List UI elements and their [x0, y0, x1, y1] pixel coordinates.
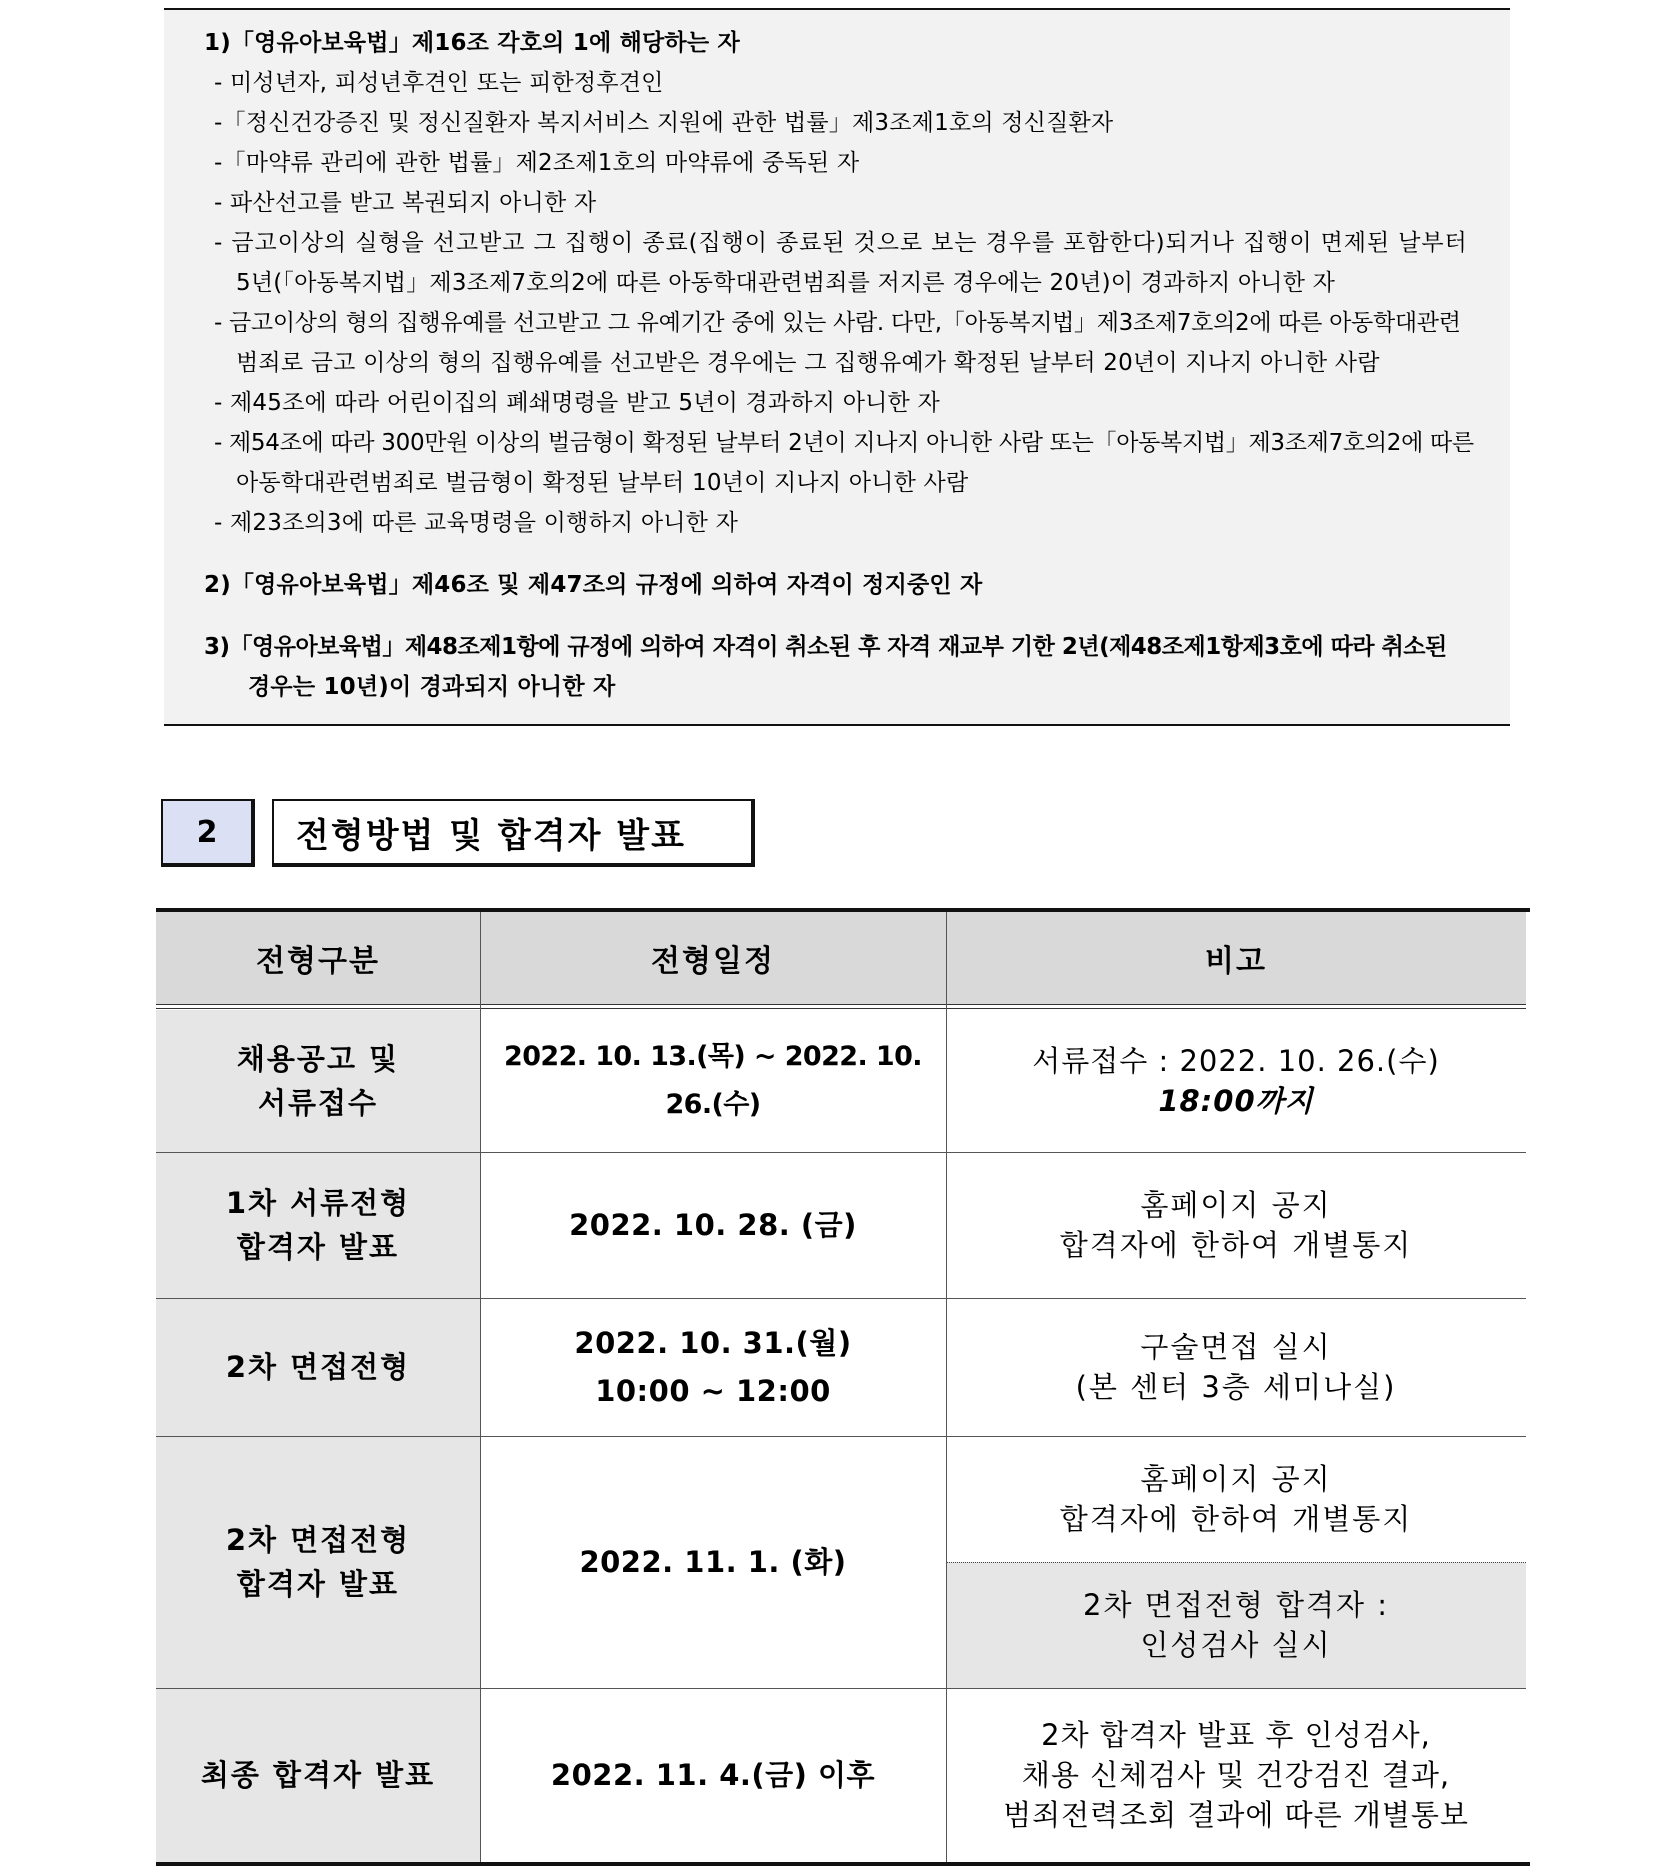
- table-row-2-label: [156, 1152, 480, 1298]
- label-line: 최종 합격자 발표: [200, 1758, 436, 1792]
- date-line: 2022. 10. 13.(목) ~ 2022. 10. 26.(수): [504, 1041, 922, 1120]
- column-divider: [946, 912, 947, 1862]
- table-row-4-label: [156, 1436, 480, 1688]
- note-line: 채용 신체검사 및 건강검진 결과,: [1021, 1758, 1451, 1792]
- table-row-5-note: [946, 1688, 1526, 1862]
- header-category: 전형구분: [156, 912, 480, 1004]
- label-line: 채용공고 및: [236, 1042, 400, 1076]
- disqualification-subitem: -「마약류 관리에 관한 법률」제2조제1호의 마약류에 중독된 자: [214, 150, 860, 176]
- disqualification-subitem: - 제45조에 따라 어린이집의 폐쇄명령을 받고 5년이 경과하지 아니한 자: [214, 390, 940, 416]
- disqualification-subitem-cont: 아동학대관련범죄로 벌금형이 확정된 날부터 10년이 지나지 아니한 사람: [236, 470, 969, 496]
- disqualification-subitem: - 제54조에 따라 300만원 이상의 벌금형이 확정된 날부터 2년이 지나지 아니한 사람 또는「아동복지법」제3조제7호의2에 따른: [214, 430, 1474, 456]
- section-title: 전형방법 및 합격자 발표: [272, 799, 755, 867]
- row-divider: [156, 1688, 1526, 1689]
- disqualification-item-3: 3)「영유아보육법」제48조제1항에 규정에 의하여 자격이 취소된 후 자격 재교부 기한 2년(제48조제1항제3호에 따라 취소된: [204, 634, 1447, 660]
- table-row-4-note: [946, 1436, 1526, 1562]
- note-line: 2차 면접전형 합격자 :: [1083, 1588, 1389, 1622]
- note-line: 홈페이지 공지: [1140, 1188, 1332, 1222]
- disqualification-subitem: - 제23조의3에 따른 교육명령을 이행하지 아니한 자: [214, 510, 739, 536]
- note-deadline: 18:00까지: [1158, 1084, 1314, 1118]
- disqualification-subitem: - 금고이상의 실형을 선고받고 그 집행이 종료(집행이 종료된 것으로 보는 경우를 포함한다)되거나 집행이 면제된 날부터: [214, 230, 1468, 256]
- row-divider-dotted: [946, 1562, 1526, 1563]
- label-line: 2차 면접전형: [225, 1523, 411, 1557]
- date-line: 2022. 10. 28. (금): [569, 1208, 857, 1242]
- note-line: 홈페이지 공지: [1140, 1462, 1332, 1496]
- date-line: 2022. 10. 31.(월): [574, 1326, 852, 1360]
- table-row-4-note-2: [946, 1562, 1526, 1688]
- table-row-1-note: [946, 1010, 1526, 1152]
- note-line: 구술면접 실시: [1140, 1330, 1332, 1364]
- column-divider: [480, 912, 481, 1862]
- disqualification-subitem: -「정신건강증진 및 정신질환자 복지서비스 지원에 관한 법률」제3조제1호의 정신질환자: [214, 110, 1114, 136]
- table-row-2-date: [480, 1152, 946, 1298]
- date-line: 2022. 11. 4.(금) 이후: [550, 1758, 876, 1792]
- disqualification-subitem: - 금고이상의 형의 집행유예를 선고받고 그 유예기간 중에 있는 사람. 다만,「아동복지법」제3조제7호의2에 따른 아동학대관련: [214, 310, 1461, 336]
- date-line: 2022. 11. 1. (화): [579, 1545, 847, 1579]
- row-divider: [156, 1436, 1526, 1437]
- row-divider: [156, 1298, 1526, 1299]
- disqualification-subitem-cont: 범죄로 금고 이상의 형의 집행유예를 선고받은 경우에는 그 집행유예가 확정된 날부터 20년이 지나지 아니한 사람: [236, 350, 1380, 376]
- note-line: 인성검사 실시: [1140, 1628, 1332, 1662]
- note-line: 2차 합격자 발표 후 인성검사,: [1041, 1718, 1431, 1752]
- row-divider: [156, 1152, 1526, 1153]
- table-row-2-note: [946, 1152, 1526, 1298]
- note-line: 합격자에 한하여 개별통지: [1059, 1502, 1413, 1536]
- label-line: 합격자 발표: [236, 1230, 400, 1264]
- note-line: 범죄전력조회 결과에 따른 개별통보: [1003, 1798, 1469, 1832]
- table-row-4-date: [480, 1436, 946, 1688]
- header-divider: [156, 1004, 1526, 1009]
- note-line: (본 센터 3층 세미나실): [1075, 1370, 1397, 1404]
- disqualification-subitem: - 미성년자, 피성년후견인 또는 피한정후견인: [214, 70, 664, 96]
- table-row-3-note: [946, 1298, 1526, 1436]
- table-row-1-label: [156, 1010, 480, 1152]
- note-line: 합격자에 한하여 개별통지: [1059, 1228, 1413, 1262]
- table-row-3-date: [480, 1298, 946, 1436]
- note-line: 서류접수 : 2022. 10. 26.(수): [1032, 1044, 1440, 1078]
- disqualification-item-2: 2)「영유아보육법」제46조 및 제47조의 규정에 의하여 자격이 정지중인 자: [204, 572, 983, 598]
- label-line: 서류접수: [257, 1086, 379, 1120]
- table-row-5-date: [480, 1688, 946, 1862]
- section-number: 2: [161, 799, 255, 867]
- table-row-5-label: [156, 1688, 480, 1862]
- schedule-table: [156, 908, 1530, 1866]
- table-row-1-date: [480, 1010, 946, 1152]
- time-line: 10:00 ~ 12:00: [595, 1374, 831, 1408]
- table-row-3-label: [156, 1298, 480, 1436]
- header-schedule: 전형일정: [480, 912, 946, 1004]
- disqualification-subitem-cont: 5년(「아동복지법」제3조제7호의2에 따른 아동학대관련범죄를 저지른 경우에는 20년)이 경과하지 아니한 자: [236, 270, 1336, 296]
- label-line: 1차 서류전형: [225, 1186, 411, 1220]
- disqualification-item-3-cont: 경우는 10년)이 경과되지 아니한 자: [248, 674, 616, 700]
- disqualification-item-1: 1)「영유아보육법」제16조 각호의 1에 해당하는 자: [204, 30, 740, 56]
- header-remarks: 비고: [946, 912, 1526, 1004]
- label-line: 2차 면접전형: [225, 1350, 411, 1384]
- label-line: 합격자 발표: [236, 1567, 400, 1601]
- disqualification-subitem: - 파산선고를 받고 복권되지 아니한 자: [214, 190, 597, 216]
